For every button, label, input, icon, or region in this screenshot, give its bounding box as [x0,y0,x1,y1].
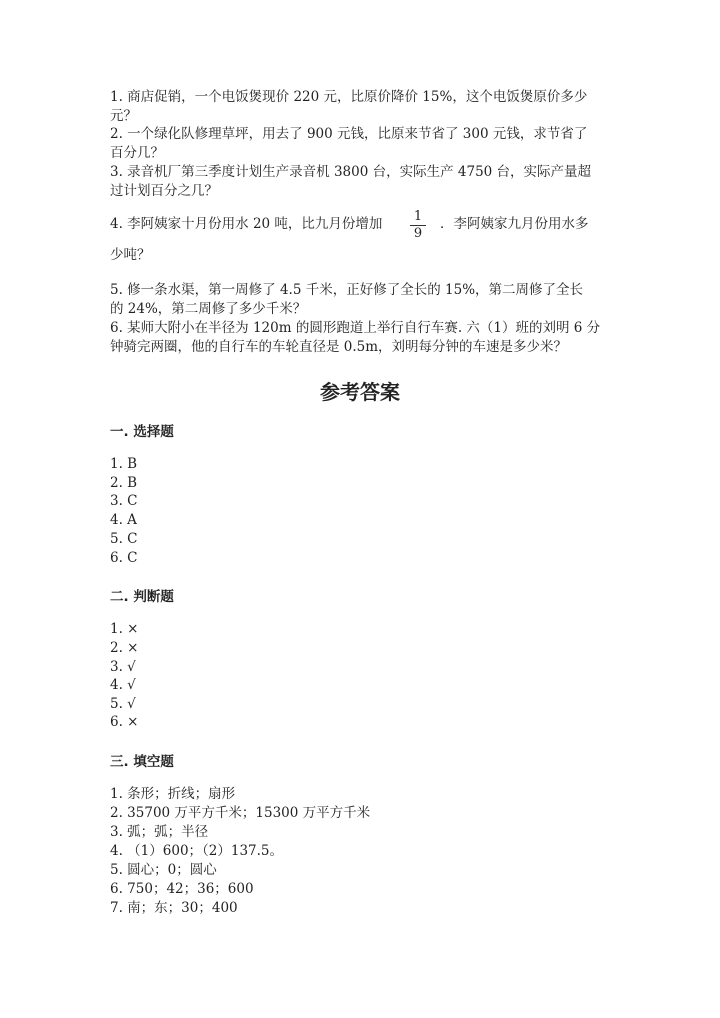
fraction [410,210,426,241]
answer-title: 参考答案 [320,380,400,404]
question-4-line-1-cont: ．李阿姨家九月份用水多 [440,216,589,232]
question-2-line-2: 百分几？ [110,145,164,161]
question-4-line-1: 4. 李阿姨家十月份用水 20 吨，比九月份增加 [110,216,383,232]
question-3-line-2: 过计划百分之几？ [110,183,218,199]
answer-item: 4. A [110,512,137,528]
answer-item: 1. B [110,456,138,472]
answer-item: 1. × [110,621,139,637]
answer-item: 6. 750；42；36；600 [110,881,254,897]
answer-item: 3. √ [110,659,136,675]
fraction-denominator: 9 [413,226,423,241]
answer-item: 5. √ [110,696,136,712]
section-heading-judge: 二. 判断题 [110,589,174,605]
answer-item: 2. B [110,475,138,491]
answer-item: 2. 35700 万平方千米；15300 万平方千米 [110,805,371,821]
fraction-numerator: 1 [413,209,423,224]
section-heading-fill: 三. 填空题 [110,754,174,770]
question-6-line-2: 钟骑完两圈，他的自行车的车轮直径是 0.5m，刘明每分钟的车速是多少米？ [110,339,568,355]
section-heading-choice: 一. 选择题 [110,424,174,440]
answer-item: 4. √ [110,677,136,693]
answer-item: 6. C [110,550,138,566]
answer-item: 7. 南；东；30；400 [110,900,238,916]
question-5-line-2: 的 24%，第二周修了多少千米？ [110,301,307,317]
question-3-line-1: 3. 录音机厂第三季度计划生产录音机 3800 台，实际生产 4750 台，实际产量超 [110,164,592,180]
question-1-line-1: 1. 商店促销，一个电饭煲现价 220 元，比原价降价 15%，这个电饭煲原价多少 [110,89,588,105]
question-4-line-2: 少吨？ [110,247,151,263]
answer-item: 6. × [110,714,139,730]
answer-item: 4. （1）600；（2）137.5。 [110,843,284,859]
answer-item: 3. 弧；弧；半径 [110,824,209,840]
answer-item: 1. 条形；折线；扇形 [110,786,236,802]
answer-item: 5. 圆心；0；圆心 [110,862,217,878]
answer-item: 5. C [110,531,138,547]
question-1-line-2: 元？ [110,108,137,124]
question-2-line-1: 2. 一个绿化队修理草坪，用去了 900 元钱，比原来节省了 300 元钱，求节省了 [110,126,588,142]
answer-item: 3. C [110,493,138,509]
answer-item: 2. × [110,640,139,656]
question-5-line-1: 5. 修一条水渠，第一周修了 4.5 千米，正好修了全长的 15%，第二周修了全长 [110,282,584,298]
question-6-line-1: 6. 某师大附小在半径为 120m 的圆形跑道上举行自行车赛. 六（1）班的刘明 6 分 [110,320,601,336]
